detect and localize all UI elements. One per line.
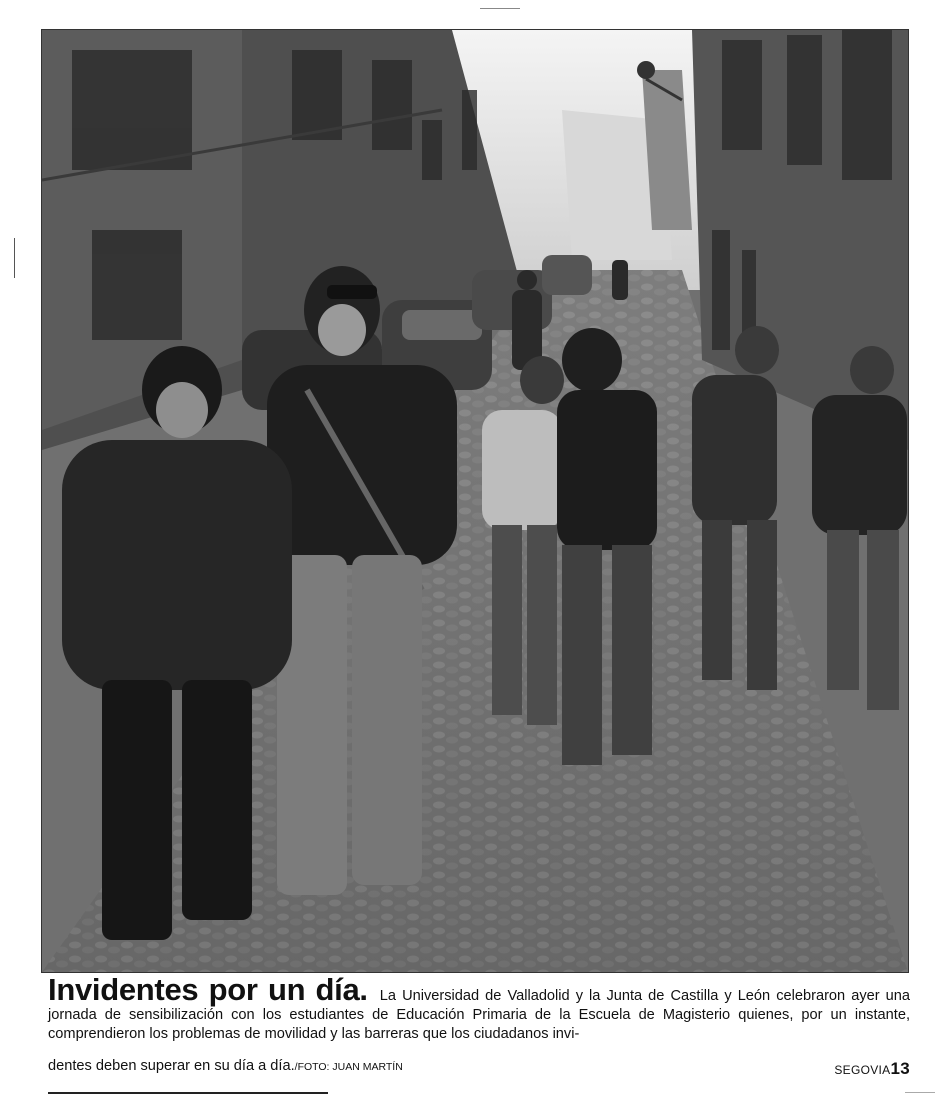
news-photo (41, 29, 909, 973)
bottom-rule-right (905, 1092, 935, 1093)
caption-last-line (48, 1058, 910, 1078)
photo-illustration (42, 30, 908, 972)
bottom-rule (48, 1092, 328, 1094)
page-number: 13 (890, 1059, 910, 1078)
section-name: SEGOVIA (834, 1063, 891, 1077)
street-lamp (637, 61, 655, 79)
caption-body-first: La Universidad de Valladolid y la Junta de Castilla y León celebraron ayer una jornada de sensibilización con los estudiantes de Educación Primaria de la Escuela de Magisterio quienes, por un instante, comprendieron los problemas de movilidad y las barreras que los ciudadanos invi- (48, 988, 910, 1042)
top-rule (480, 8, 520, 9)
section-tag (834, 1059, 910, 1079)
caption-body-last: dentes deben superar en su día a día. (48, 1058, 295, 1074)
photo-caption (48, 972, 910, 1044)
margin-mark (14, 238, 15, 278)
photo-credit: /FOTO: JUAN MARTÍN (294, 1061, 403, 1073)
caption-headline: Invidentes por un día. (48, 972, 368, 1007)
